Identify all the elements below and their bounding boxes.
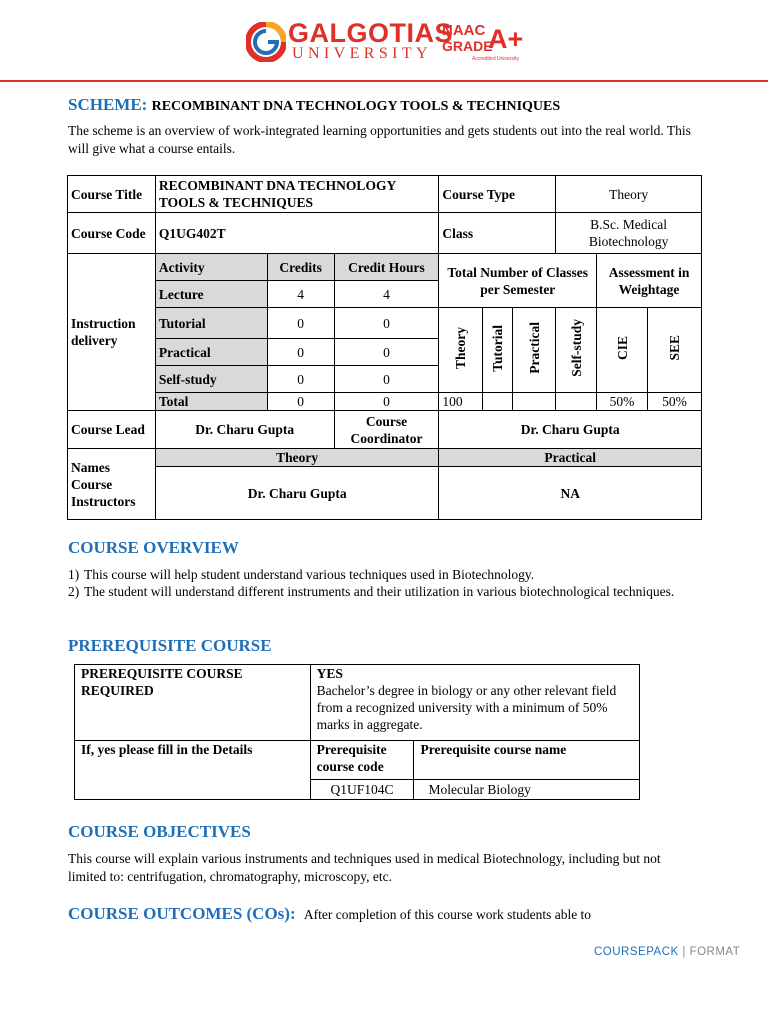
course-code-label: Course Code: [68, 213, 156, 254]
list-item: 1) This course will help student understand various techniques used in Biotechnology.: [68, 567, 535, 582]
prereq-name-value: Molecular Biology: [414, 780, 640, 800]
naac-badge: [442, 22, 534, 66]
overview-heading: COURSE OVERVIEW: [68, 538, 239, 557]
prerequisite-heading: PREREQUISITE COURSE: [68, 636, 272, 655]
total-activity: Total: [155, 393, 267, 411]
list-item: 2) The student will understand different instruments and their utilization in various biotechnological techniques.: [68, 584, 675, 599]
logo-word-university: UNIVERSITY: [292, 45, 432, 62]
course-type-label: Course Type: [439, 176, 556, 213]
footer-separator: |: [682, 946, 686, 958]
logo-word-galgotias: GALGOTIAS: [288, 18, 453, 48]
row-activity: Tutorial: [155, 308, 267, 339]
class-value: B.Sc. Medical Biotechnology: [556, 213, 702, 254]
scheme-intro: The scheme is an overview of work-integrated learning opportunities and gets students out into the real world. This will give what a course entails.: [68, 123, 691, 156]
col-total-classes: Total Number of Classes per Semester: [439, 254, 597, 308]
rot-header-tutorial: Tutorial: [483, 308, 513, 393]
header-divider: [0, 80, 768, 82]
course-lead-label: Course Lead: [68, 411, 156, 449]
practical-instructor: NA: [439, 467, 702, 520]
col-credits: Credits: [267, 254, 334, 281]
prereq-code-header: Prerequisite course code: [310, 741, 414, 780]
total-see: 50%: [648, 393, 702, 411]
row-hours: 4: [334, 281, 439, 308]
prereq-name-header: Prerequisite course name: [414, 741, 640, 780]
scheme-title: RECOMBINANT DNA TECHNOLOGY TOOLS & TECHNIQUES: [151, 99, 561, 114]
coordinator-label: Course Coordinator: [334, 411, 439, 449]
course-title-label: Course Title: [68, 176, 156, 213]
row-hours: 0: [334, 339, 439, 366]
rot-header-self-study: Self-study: [556, 308, 597, 393]
row-credits: 0: [267, 339, 334, 366]
objectives-text: This course will explain various instruments and techniques used in medical Biotechnology, including but not limited to: centrifugation, chromatography, microscopy, etc.: [68, 851, 661, 884]
naac-label: NAAC: [442, 22, 486, 39]
instruction-delivery-label: Instruction delivery: [68, 254, 156, 411]
instructors-practical-header: Practical: [439, 449, 702, 467]
total-credits: 0: [267, 393, 334, 411]
rot-header-cie: CIE: [597, 308, 648, 393]
instructors-theory-header: Theory: [155, 449, 439, 467]
overview-list: [68, 566, 688, 600]
footer-coursepack: COURSEPACK: [594, 946, 679, 958]
prereq-required-value: YES: [316, 666, 343, 681]
theory-instructor: Dr. Charu Gupta: [155, 467, 439, 520]
scheme-label: SCHEME:: [68, 95, 148, 114]
course-lead-value: Dr. Charu Gupta: [155, 411, 334, 449]
outcomes-label: COURSE OUTCOMES (COs):: [68, 904, 296, 923]
row-activity: Lecture: [155, 281, 267, 308]
prereq-required-cell: [310, 665, 639, 741]
prerequisite-table: [74, 664, 640, 800]
col-credit-hours: Credit Hours: [334, 254, 439, 281]
total-hours: 0: [334, 393, 439, 411]
prereq-details-label: If, yes please fill in the Details: [75, 741, 311, 800]
col-assessment: Assessment in Weightage: [597, 254, 702, 308]
row-credits: 0: [267, 366, 334, 393]
naac-grade-value: A+: [488, 24, 524, 54]
row-activity: Practical: [155, 339, 267, 366]
logo-swirl-icon: [246, 22, 286, 62]
row-hours: 0: [334, 308, 439, 339]
outcomes-text: After completion of this course work students able to: [303, 907, 592, 922]
total-classes: 100: [439, 393, 483, 411]
coordinator-value: Dr. Charu Gupta: [439, 411, 702, 449]
outcomes-heading: [68, 904, 591, 924]
university-logo: [246, 18, 536, 68]
course-scheme-table: [67, 175, 702, 520]
objectives-heading: COURSE OBJECTIVES: [68, 822, 251, 841]
rot-header-see: SEE: [648, 308, 702, 393]
naac-grade-label: GRADE: [442, 38, 493, 54]
course-type-value: Theory: [556, 176, 702, 213]
course-title-value: RECOMBINANT DNA TECHNOLOGY TOOLS & TECHNIQUES: [155, 176, 439, 213]
total-cie: 50%: [597, 393, 648, 411]
footer-format: FORMAT: [689, 946, 741, 958]
row-hours: 0: [334, 366, 439, 393]
prereq-code-value: Q1UF104C: [310, 780, 414, 800]
prereq-required-label: PREREQUISITE COURSE REQUIRED: [75, 665, 311, 741]
instructors-label: Names Course Instructors: [68, 449, 156, 520]
rot-header-theory: Theory: [439, 308, 483, 393]
class-label: Class: [439, 213, 556, 254]
row-credits: 4: [267, 281, 334, 308]
prereq-required-desc: Bachelor’s degree in biology or any other relevant field from a recognized university with a minimum of 50% marks in aggregate.: [316, 683, 617, 732]
col-activity: Activity: [155, 254, 267, 281]
row-activity: Self-study: [155, 366, 267, 393]
footer: [594, 946, 740, 958]
scheme-heading: [68, 95, 560, 115]
course-code-value: Q1UG402T: [155, 213, 439, 254]
row-credits: 0: [267, 308, 334, 339]
naac-subtitle: Accredited University: [472, 56, 519, 62]
rot-header-practical: Practical: [513, 308, 556, 393]
